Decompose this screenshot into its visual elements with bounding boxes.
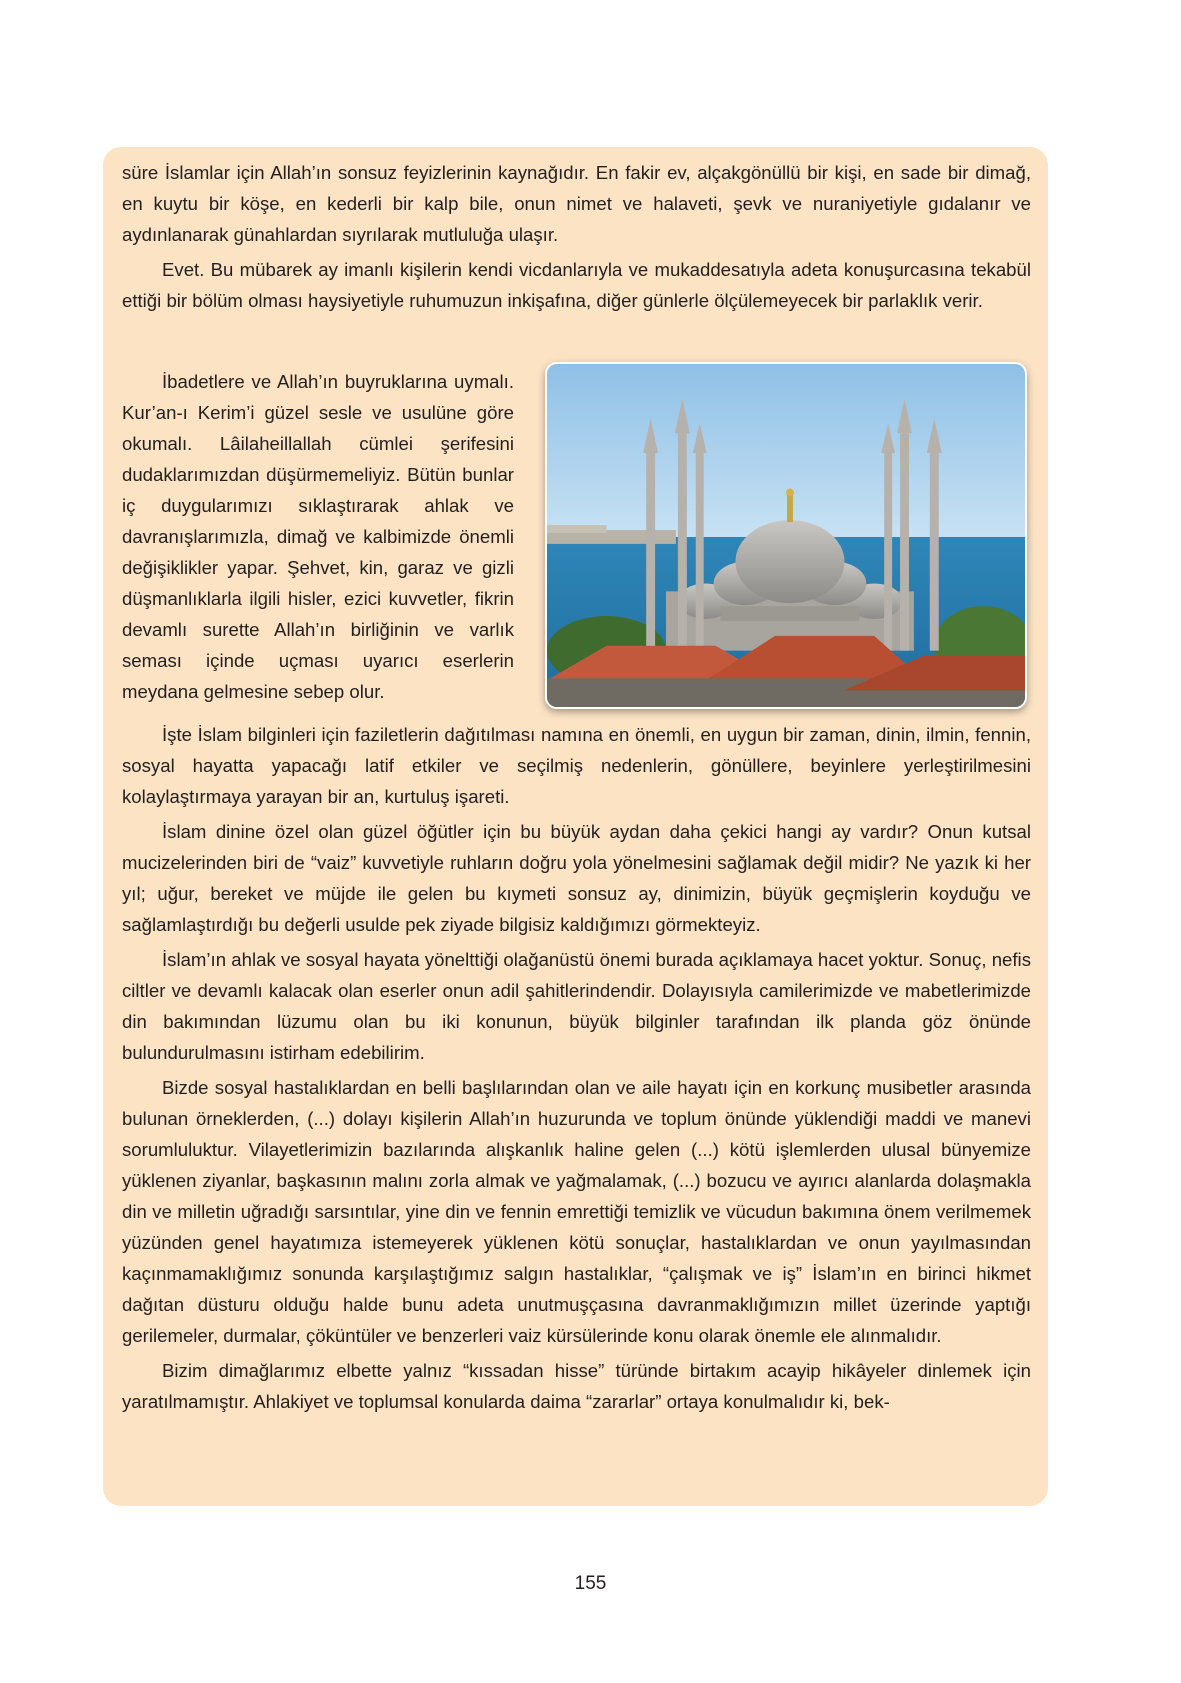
paragraph-5: İslam dinine özel olan güzel öğütler için bu büyük aydan daha çekici hangi ay vardır? Onun kutsal mucizelerinden biri de “vaiz” kuvvetiyle ruhların doğru yola yönelmesini sağlamak değil midir? Ne yazık ki her yıl; uğur, bereket ve müjde ile gelen bu kıymeti sonsuz ay, dinimizin, büyük geçmişlerin koyduğu ve sağlamlaştırdığı bu değerli usulde pek ziyade bilgisiz kaldığımızı görmekteyiz.: [122, 821, 1031, 935]
paragraph-1: süre İslamlar için Allah’ın sonsuz feyizlerinin kaynağıdır. En fakir ev, alçakgönüllü bir kişi, en sade bir dimağ, en kuytu bir köşe, en kederli bir kalp bile, onun nimet ve halaveti, şevk ve nuraniyetiyle gıdalanır ve aydınlanarak günahlardan sıyrılarak mutluluğa ulaşır.: [122, 162, 1031, 245]
paragraph-8: Bizim dimağlarımız elbette yalnız “kıssadan hisse” türünde birtakım acayip hikâyeler dinlemek için yaratılmamıştır. Ahlakiyet ve toplumsal konularda daima “zararlar” ortaya konulmalıdır ki, bek-: [122, 1360, 1031, 1412]
paragraph-2: Evet. Bu mübarek ay imanlı kişilerin kendi vicdanlarıyla ve mukaddesatıyla adeta konuşurcasına tekabül ettiği bir bölüm olması haysiyetiyle ruhumuzun inkişafına, diğer günlerle ölçülemeyecek bir parlaklık verir.: [122, 259, 1031, 311]
text-block-top: [122, 157, 1031, 320]
page-number: 155: [574, 1573, 607, 1594]
paragraph-6: İslam’ın ahlak ve sosyal hayata yönelttiği olağanüstü önemi burada açıklamaya hacet yoktur. Sonuç, nefis ciltler ve devamlı kalacak olan eserler onun adil şahitlerindendir. Dolayısıyla camilerimizde ve mabetlerimizde din bakımından lüzumu olan bu iki konunun, büyük bilginler tarafından ilk planda göz önünde bulundurulmasını istirham edebilirim.: [122, 949, 1031, 1063]
text-block-bottom: [122, 719, 1031, 1421]
mosque-photo: [545, 362, 1027, 709]
mosque-illustration: [547, 364, 1025, 707]
text-block-wrapped: [122, 366, 514, 707]
paragraph-3: İbadetlere ve Allah’ın buyruklarına uymalı. Kur’an-ı Kerim’i güzel sesle ve usulüne göre okumalı. Lâilaheillallah cümlei şerifesini dudaklarımızdan düşürmemeliyiz. Bütün bunlar iç duygularımızı sıklaştırarak ahlak ve davranışlarımızla, dimağ ve kalbimizde önemli değişiklikler yapar. Şehvet, kin, garaz ve gizli düşmanlıklarla ilgili hisler, ezici kuvvetler, fikrin devamlı surette Allah’ın birliğinin ve varlık seması içinde uçması uyarıcı eserlerin meydana gelmesine sebep olur.: [122, 371, 514, 702]
paragraph-4: İşte İslam bilginleri için faziletlerin dağıtılması namına en önemli, en uygun bir zaman, dinin, ilmin, fennin, sosyal hayatta yapacağı latif etkiler ve seçilmiş nedenlerin, gönüllere, beyinlere yerleştirilmesini kolaylaştırmaya yarayan bir an, kurtuluş işareti.: [122, 724, 1031, 807]
paragraph-7: Bizde sosyal hastalıklardan en belli başlılarından olan ve aile hayatı için en korkunç musibetler arasında bulunan örneklerden, (...) dolayı kişilerin Allah’ın huzurunda ve toplum önünde yüklendiği maddi ve manevi sorumluluktur. Vilayetlerimizin bazılarında alışkanlık haline gelen (...) kötü işlemlerden ulusal bünyemize yüklenen ziyanlar, başkasının malını zorla almak ve yağmalamak, (...) bozucu ve ayırıcı alanlarda dolaşmakla din ve milletin uğradığı sarsıntılar, yine din ve fennin emrettiği temizlik ve vücudun bakımına önem verilmemek yüzünden genel hayatımıza istemeyerek yüklenen kötü sonuçlar, hastalıklardan ve onun yayılmasından kaçınmamaklığımız sonunda karşılaştığımız salgın hastalıklar, “çalışmak ve iş” İslam’ın en birinci hikmet dağıtan düsturu olduğu halde bunu adeta unutmuşçasına davranmaklığımızın millet üzerinde yaptığı gerilemeler, durmalar, çöküntüler ve benzerleri vaiz kürsülerinde konu olarak önemle ele alınmalıdır.: [122, 1077, 1031, 1346]
